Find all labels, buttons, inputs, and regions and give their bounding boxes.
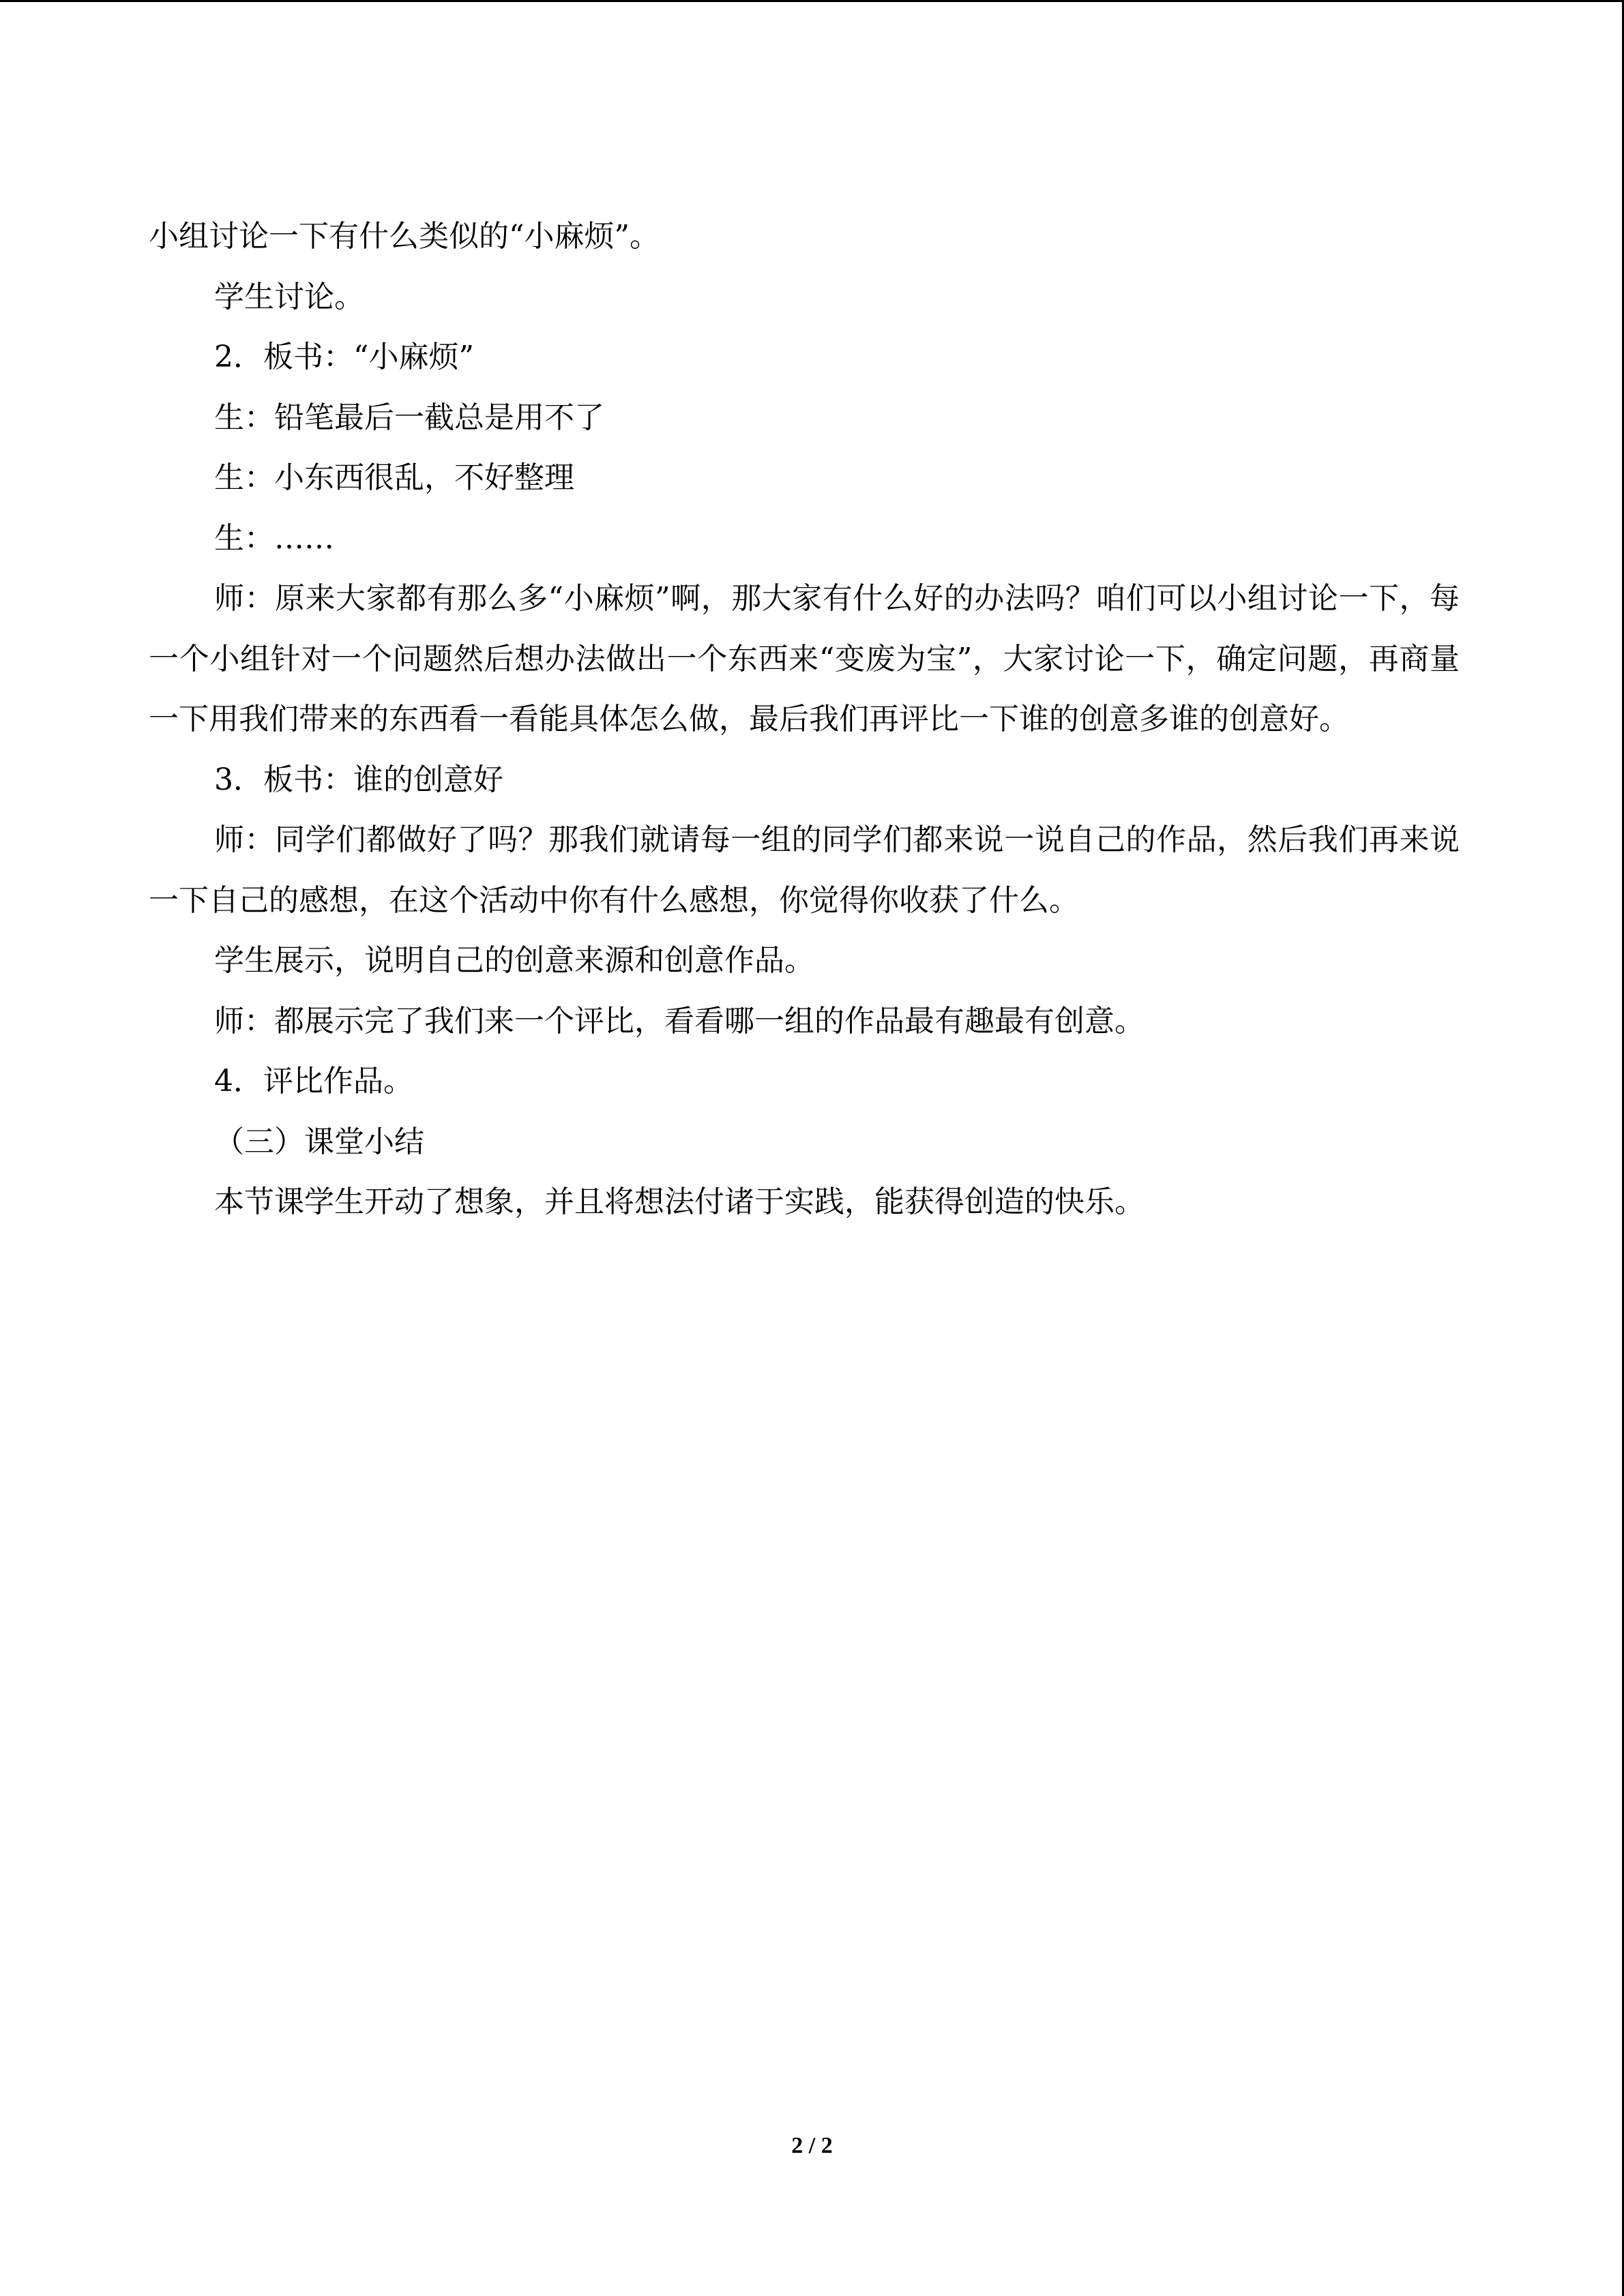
paragraph: 师：原来大家都有那么多“小麻烦”啊，那大家有什么好的办法吗？咱们可以小组讨论一下，每一个小组针对一个问题然后想办法做出一个东西来“变废为宝”，大家讨论一下，确定问题，再商量一下用我们带来的东西看一看能具体怎么做，最后我们再评比一下谁的创意多谁的创意好。	[149, 581, 1460, 736]
paragraph: 生：……	[214, 520, 334, 556]
page-number: 2 / 2	[791, 2133, 833, 2158]
page-top-border	[0, 0, 1624, 2]
paragraph: 3．板书：谁的创意好	[214, 762, 503, 797]
paragraph: 师：同学们都做好了吗？那我们就请每一组的同学们都来说一说自己的作品，然后我们再来说一下自己的感想，在这个活动中你有什么感想，你觉得你收获了什么。	[149, 822, 1460, 918]
paragraph: 学生展示，说明自己的创意来源和创意作品。	[214, 943, 814, 978]
paragraph: 小组讨论一下有什么类似的“小麻烦”。	[149, 219, 660, 254]
paragraph: 学生讨论。	[214, 279, 364, 314]
paragraph: 4．评比作品。	[214, 1064, 413, 1099]
paragraph: 生：小东西很乱，不好整理	[214, 460, 574, 495]
paragraph: 生：铅笔最后一截总是用不了	[214, 400, 604, 435]
paragraph: （三）课堂小结	[214, 1124, 424, 1159]
paragraph: 本节课学生开动了想象，并且将想法付诸于实践，能获得创造的快乐。	[214, 1184, 1145, 1219]
paragraph: 2．板书：“小麻烦”	[214, 340, 474, 374]
document-body	[149, 207, 1460, 1233]
paragraph: 师：都展示完了我们来一个评比，看看哪一组的作品最有趣最有创意。	[214, 1003, 1145, 1039]
